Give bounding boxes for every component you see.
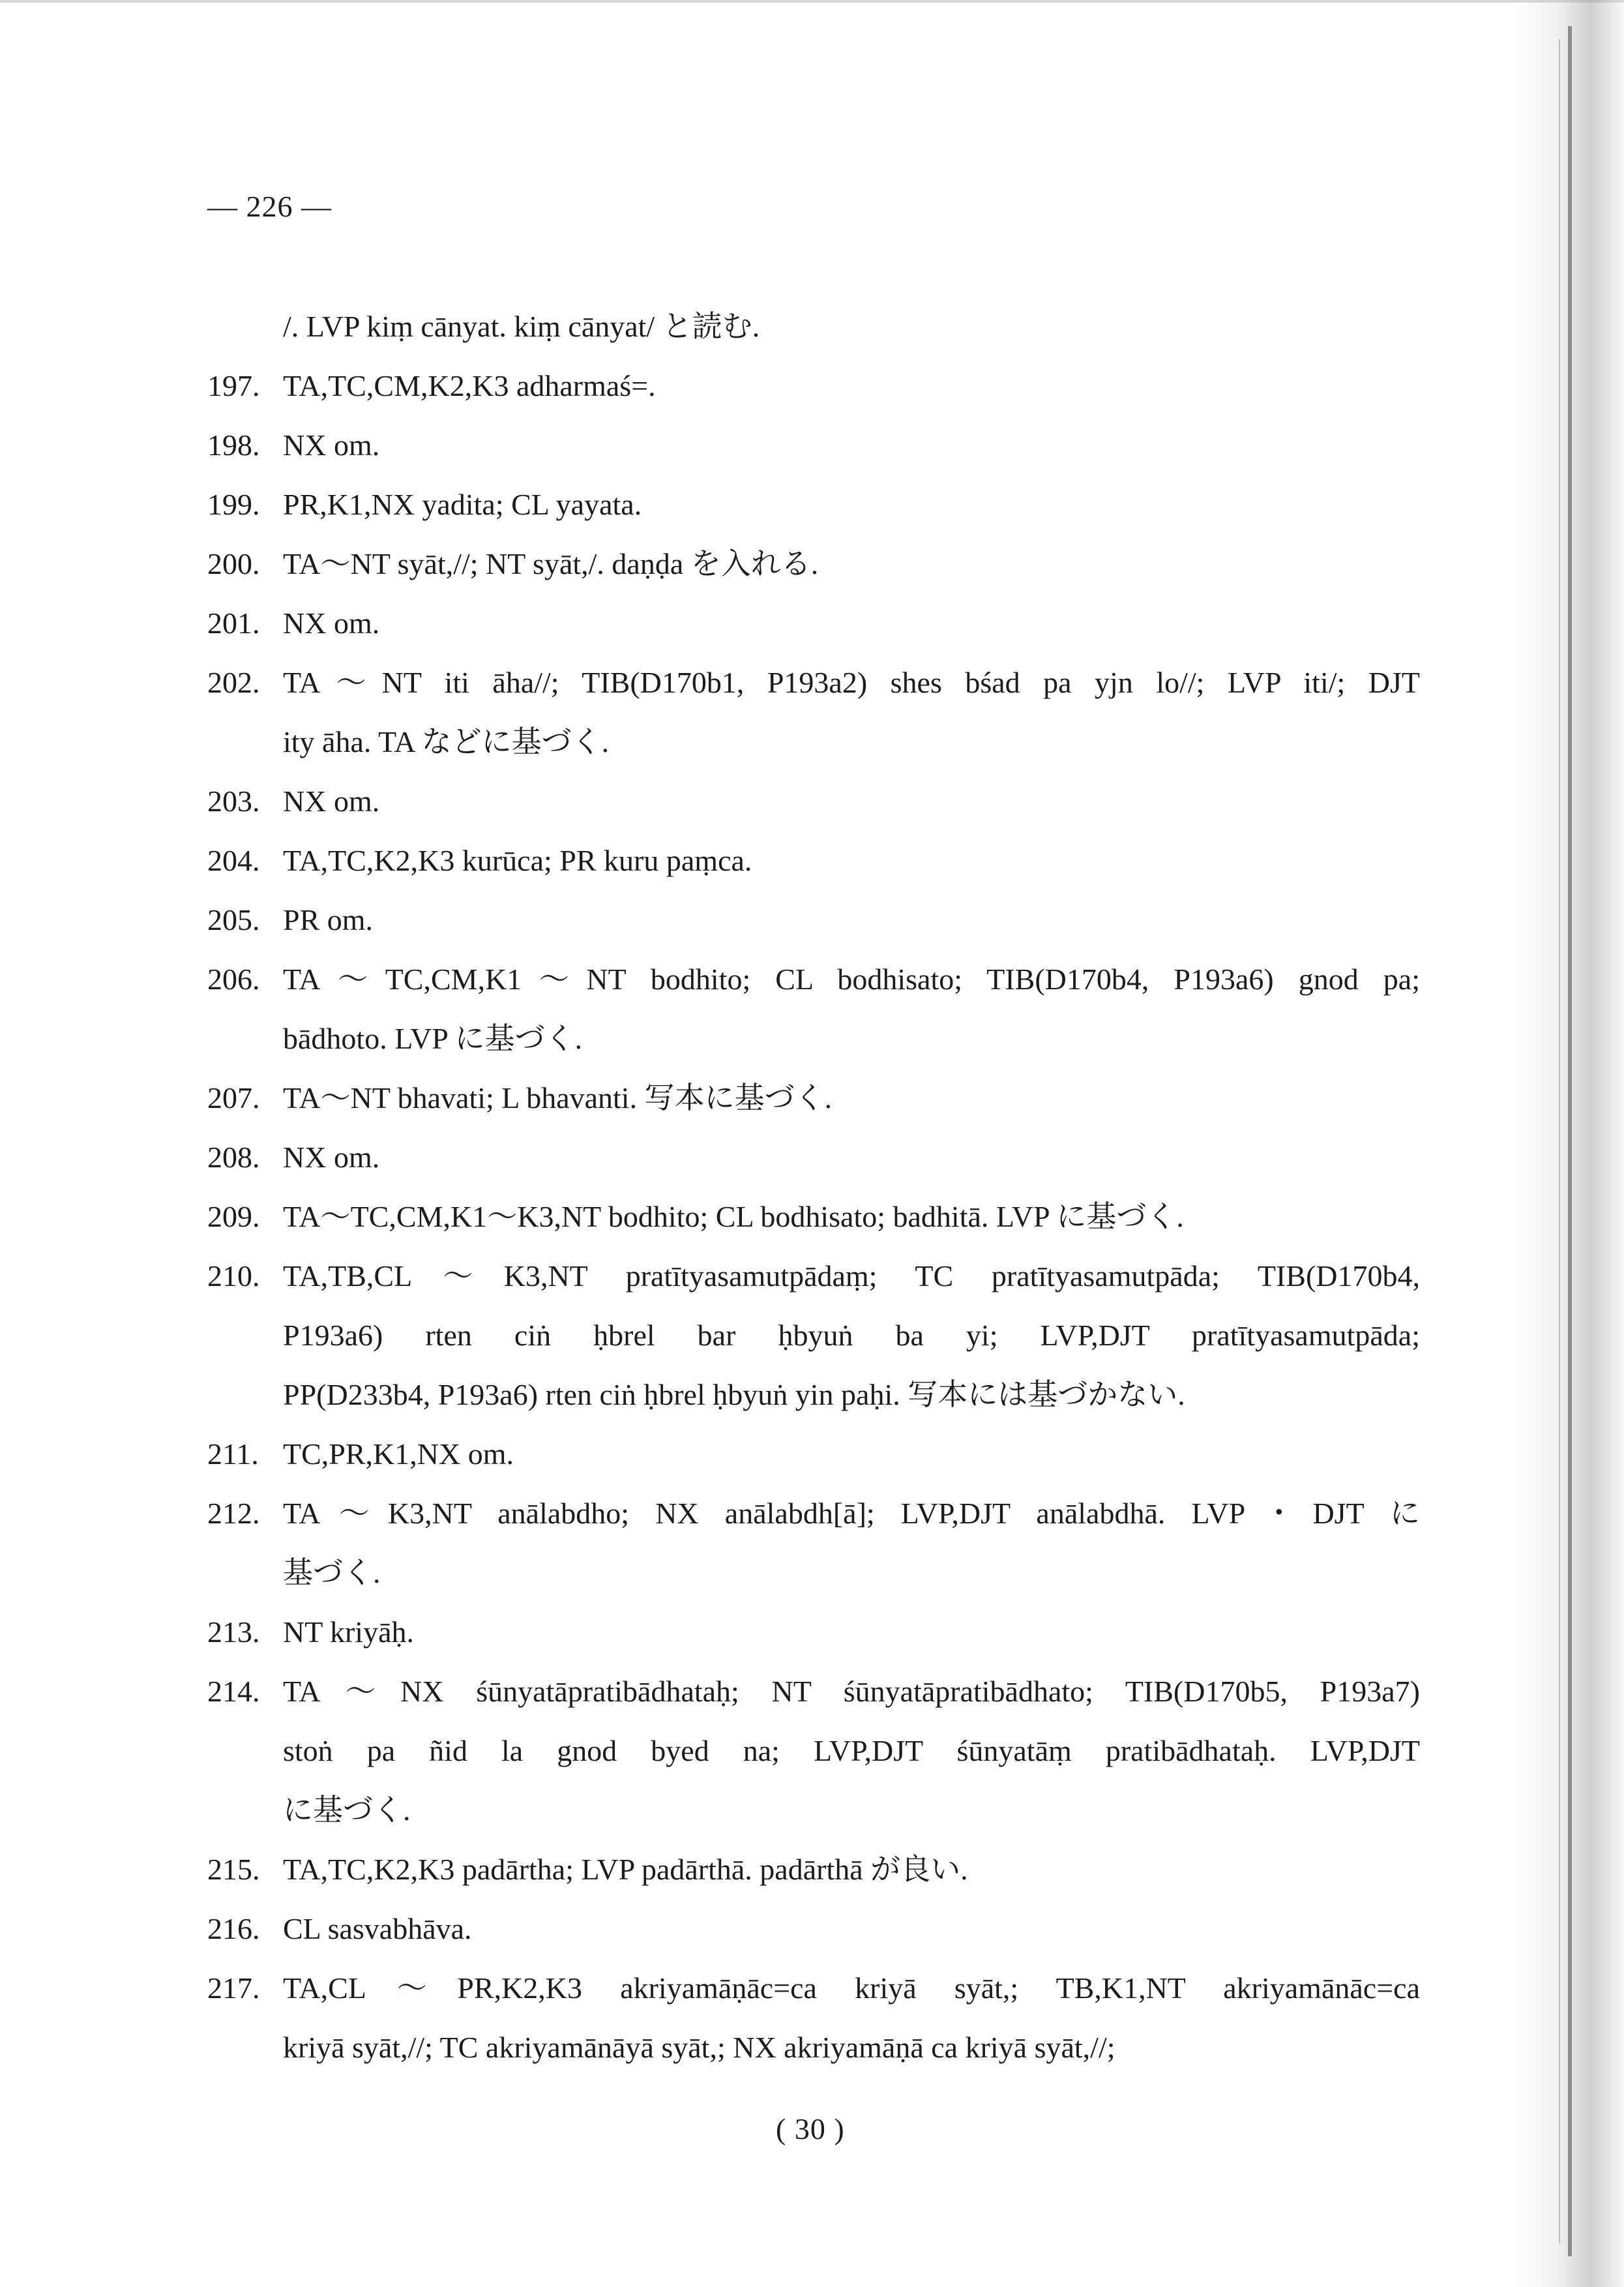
scan-binding-edge-inner xyxy=(1559,39,1560,2243)
footnote-item xyxy=(207,890,1420,949)
footnote-text-line: 基づく. xyxy=(283,1556,381,1589)
footnote-number: 211. xyxy=(207,1437,259,1471)
footnote-item xyxy=(207,1128,1420,1187)
footnote-number: 207. xyxy=(207,1081,260,1114)
footnote-item xyxy=(207,1840,1420,1899)
footnote-text-line: TA〜NT iti āha//; TIB(D170b1, P193a2) shes bśad pa yjn lo//; LVP iti/; DJT xyxy=(283,666,1420,699)
footnote-item xyxy=(207,415,1420,475)
footnote-item xyxy=(207,356,1420,415)
footnote-item xyxy=(207,1958,1420,2077)
footnote-item xyxy=(207,771,1420,831)
footnote-text-line: TA〜NT bhavati; L bhavanti. 写本に基づく. xyxy=(283,1081,833,1114)
footnote-item xyxy=(207,297,1420,356)
footnote-text-line: ity āha. TA などに基づく. xyxy=(283,725,610,758)
footnote-item xyxy=(207,593,1420,653)
footnote-number: 200. xyxy=(207,547,260,580)
footnote-number: 198. xyxy=(207,428,260,462)
page-header-number: — 226 — xyxy=(207,190,332,223)
footnote-number: 197. xyxy=(207,369,260,402)
footnote-number: 206. xyxy=(207,963,260,996)
footnote-number: 214. xyxy=(207,1675,260,1708)
footnote-number: 204. xyxy=(207,844,260,877)
footnote-number: 201. xyxy=(207,606,260,640)
footnote-item xyxy=(207,1899,1420,1958)
footnote-text-line: bādhoto. LVP に基づく. xyxy=(283,1022,583,1055)
footnote-text-line: TA,TC,K2,K3 kurūca; PR kuru paṃca. xyxy=(283,844,752,877)
footnote-text-line: TA,TB,CL〜K3,NT pratītyasamutpādaṃ; TC pratītyasamutpāda; TIB(D170b4, xyxy=(283,1259,1420,1293)
footnote-item xyxy=(207,534,1420,593)
footnote-text-line: に基づく. xyxy=(283,1793,411,1827)
footnote-text-line: PR om. xyxy=(283,903,374,936)
footnote-text-line: TA〜K3,NT anālabdho; NX anālabdh[ā]; LVP,DJT anālabdhā. LVP・DJT に xyxy=(283,1497,1420,1530)
page-footer-number: ( 30 ) xyxy=(776,2112,845,2145)
footnote-text-line: TA,TC,K2,K3 padārtha; LVP padārthā. padārthā が良い. xyxy=(283,1853,968,1886)
footnote-text-line: CL sasvabhāva. xyxy=(283,1912,472,1945)
footnote-item xyxy=(207,1662,1420,1840)
footnote-text-line: kriyā syāt,//; TC akriyamānāyā syāt,; NX akriyamāṇā ca kriyā syāt,//; xyxy=(283,2031,1115,2064)
footnote-item xyxy=(207,1424,1420,1484)
footnote-number: 202. xyxy=(207,666,260,699)
scan-binding-edge xyxy=(1568,26,1572,2256)
footnote-text-line: PR,K1,NX yadita; CL yayata. xyxy=(283,488,642,521)
footnote-text-line: P193a6) rten ciṅ ḥbrel bar ḥbyuṅ ba yi; LVP,DJT pratītyasamutpāda; xyxy=(283,1319,1420,1352)
footnote-text-line: NX om. xyxy=(283,606,380,640)
footnote-number: 210. xyxy=(207,1259,260,1293)
footnote-text-line: stoṅ pa ñid la gnod byed na; LVP,DJT śūnyatāṃ pratibādhataḥ. LVP,DJT xyxy=(283,1734,1420,1767)
footnote-text-line: TA,CL〜PR,K2,K3 akriyamāṇāc=ca kriyā syāt,; TB,K1,NT akriyamānāc=ca xyxy=(283,1971,1420,2005)
footnote-list xyxy=(207,297,1420,2077)
footnote-text-line: PP(D233b4, P193a6) rten ciṅ ḥbrel ḥbyuṅ yin paḥi. 写本には基づかない. xyxy=(283,1378,1185,1411)
scan-top-edge xyxy=(0,0,1624,3)
footnote-number: 199. xyxy=(207,488,260,521)
footnote-item xyxy=(207,831,1420,890)
footnote-item xyxy=(207,1187,1420,1246)
footnote-number: 212. xyxy=(207,1497,260,1530)
footnote-text-line: TA〜NT syāt,//; NT syāt,/. daṇḍa を入れる. xyxy=(283,547,819,580)
footnote-text-line: NX om. xyxy=(283,1141,380,1174)
footnote-text-line: NX om. xyxy=(283,785,380,818)
footnote-text-line: TC,PR,K1,NX om. xyxy=(283,1437,514,1471)
footnote-item xyxy=(207,1602,1420,1662)
footnote-text-line: TA〜TC,CM,K1〜NT bodhito; CL bodhisato; TIB(D170b4, P193a6) gnod pa; xyxy=(283,963,1420,996)
footnote-number: 213. xyxy=(207,1615,260,1649)
footnote-item xyxy=(207,653,1420,771)
footnote-text-line: /. LVP kiṃ cānyat. kiṃ cānyat/ と読む. xyxy=(283,310,760,343)
footnote-item xyxy=(207,1068,1420,1128)
footnote-item xyxy=(207,949,1420,1068)
footnote-number: 208. xyxy=(207,1141,260,1174)
footnote-number: 217. xyxy=(207,1971,260,2005)
footnote-item xyxy=(207,1484,1420,1602)
footnote-number: 215. xyxy=(207,1853,260,1886)
footnote-number: 205. xyxy=(207,903,260,936)
footnote-text-line: NX om. xyxy=(283,428,380,462)
footnote-item xyxy=(207,475,1420,534)
footnote-number: 209. xyxy=(207,1200,260,1233)
footnote-number: 203. xyxy=(207,785,260,818)
footnote-item xyxy=(207,1246,1420,1424)
footnote-text-line: NT kriyāḥ. xyxy=(283,1615,415,1649)
footnote-text-line: TA〜TC,CM,K1〜K3,NT bodhito; CL bodhisato; badhitā. LVP に基づく. xyxy=(283,1200,1184,1233)
footnote-text-line: TA,TC,CM,K2,K3 adharmaś=. xyxy=(283,369,656,402)
footnote-number: 216. xyxy=(207,1912,260,1945)
footnote-text-line: TA〜NX śūnyatāpratibādhataḥ; NT śūnyatāpratibādhato; TIB(D170b5, P193a7) xyxy=(283,1675,1420,1708)
